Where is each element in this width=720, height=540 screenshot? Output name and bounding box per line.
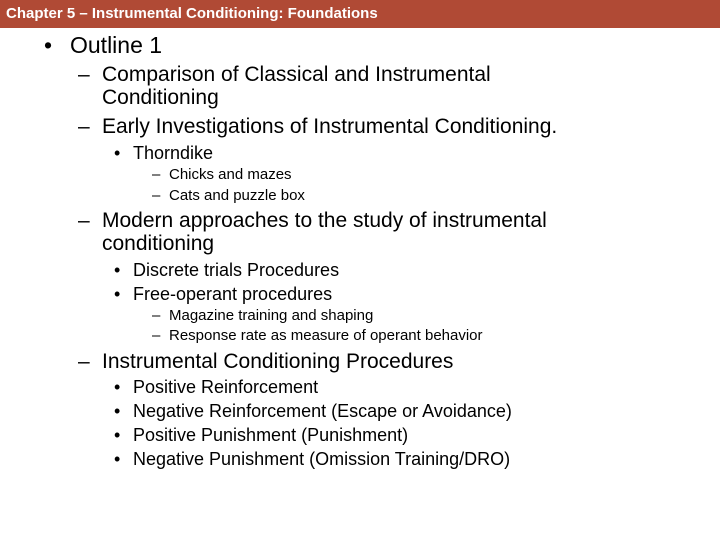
list-item-continued: Conditioning xyxy=(102,86,219,109)
outline-heading: Outline 1 xyxy=(70,32,163,58)
list-item: Chicks and mazes xyxy=(169,166,292,183)
list-item: Magazine training and shaping xyxy=(169,307,374,324)
list-item: Free-operant procedures xyxy=(133,284,333,304)
slide-title: Chapter 5 – Instrumental Conditioning: Foundations xyxy=(6,5,378,22)
bullet-dash: – xyxy=(152,307,161,324)
bullet-dash: – xyxy=(152,166,161,183)
list-item: Instrumental Conditioning Procedures xyxy=(102,350,454,373)
list-item: Positive Punishment (Punishment) xyxy=(133,425,409,445)
list-item: Negative Reinforcement (Escape or Avoidance) xyxy=(133,401,512,421)
bullet-dash: – xyxy=(78,350,90,373)
slide-header-bar xyxy=(0,0,720,28)
list-item-continued: conditioning xyxy=(102,232,215,255)
bullet-dot: • xyxy=(114,449,121,469)
bullet-dot: • xyxy=(114,284,121,304)
list-item: Comparison of Classical and Instrumental xyxy=(102,63,491,86)
bullet-dot: • xyxy=(114,260,121,280)
list-item: Positive Reinforcement xyxy=(133,377,319,397)
bullet-dot: • xyxy=(114,401,121,421)
bullet-dot: • xyxy=(114,425,121,445)
list-item: Discrete trials Procedures xyxy=(133,260,340,280)
bullet-dash: – xyxy=(152,187,161,204)
list-item: Thorndike xyxy=(133,143,214,163)
bullet-dot: • xyxy=(114,377,121,397)
list-item: Early Investigations of Instrumental Conditioning. xyxy=(102,115,558,138)
bullet-dash: – xyxy=(78,63,90,86)
bullet-dash: – xyxy=(78,115,90,138)
bullet-dot: • xyxy=(114,143,121,163)
list-item: Modern approaches to the study of instrumental xyxy=(102,209,547,232)
list-item: Negative Punishment (Omission Training/DRO) xyxy=(133,449,511,469)
list-item: Response rate as measure of operant behavior xyxy=(169,327,483,344)
list-item: Cats and puzzle box xyxy=(169,187,305,204)
bullet-dash: – xyxy=(78,209,90,232)
bullet-dash: – xyxy=(152,327,161,344)
bullet-dot: • xyxy=(44,32,53,58)
